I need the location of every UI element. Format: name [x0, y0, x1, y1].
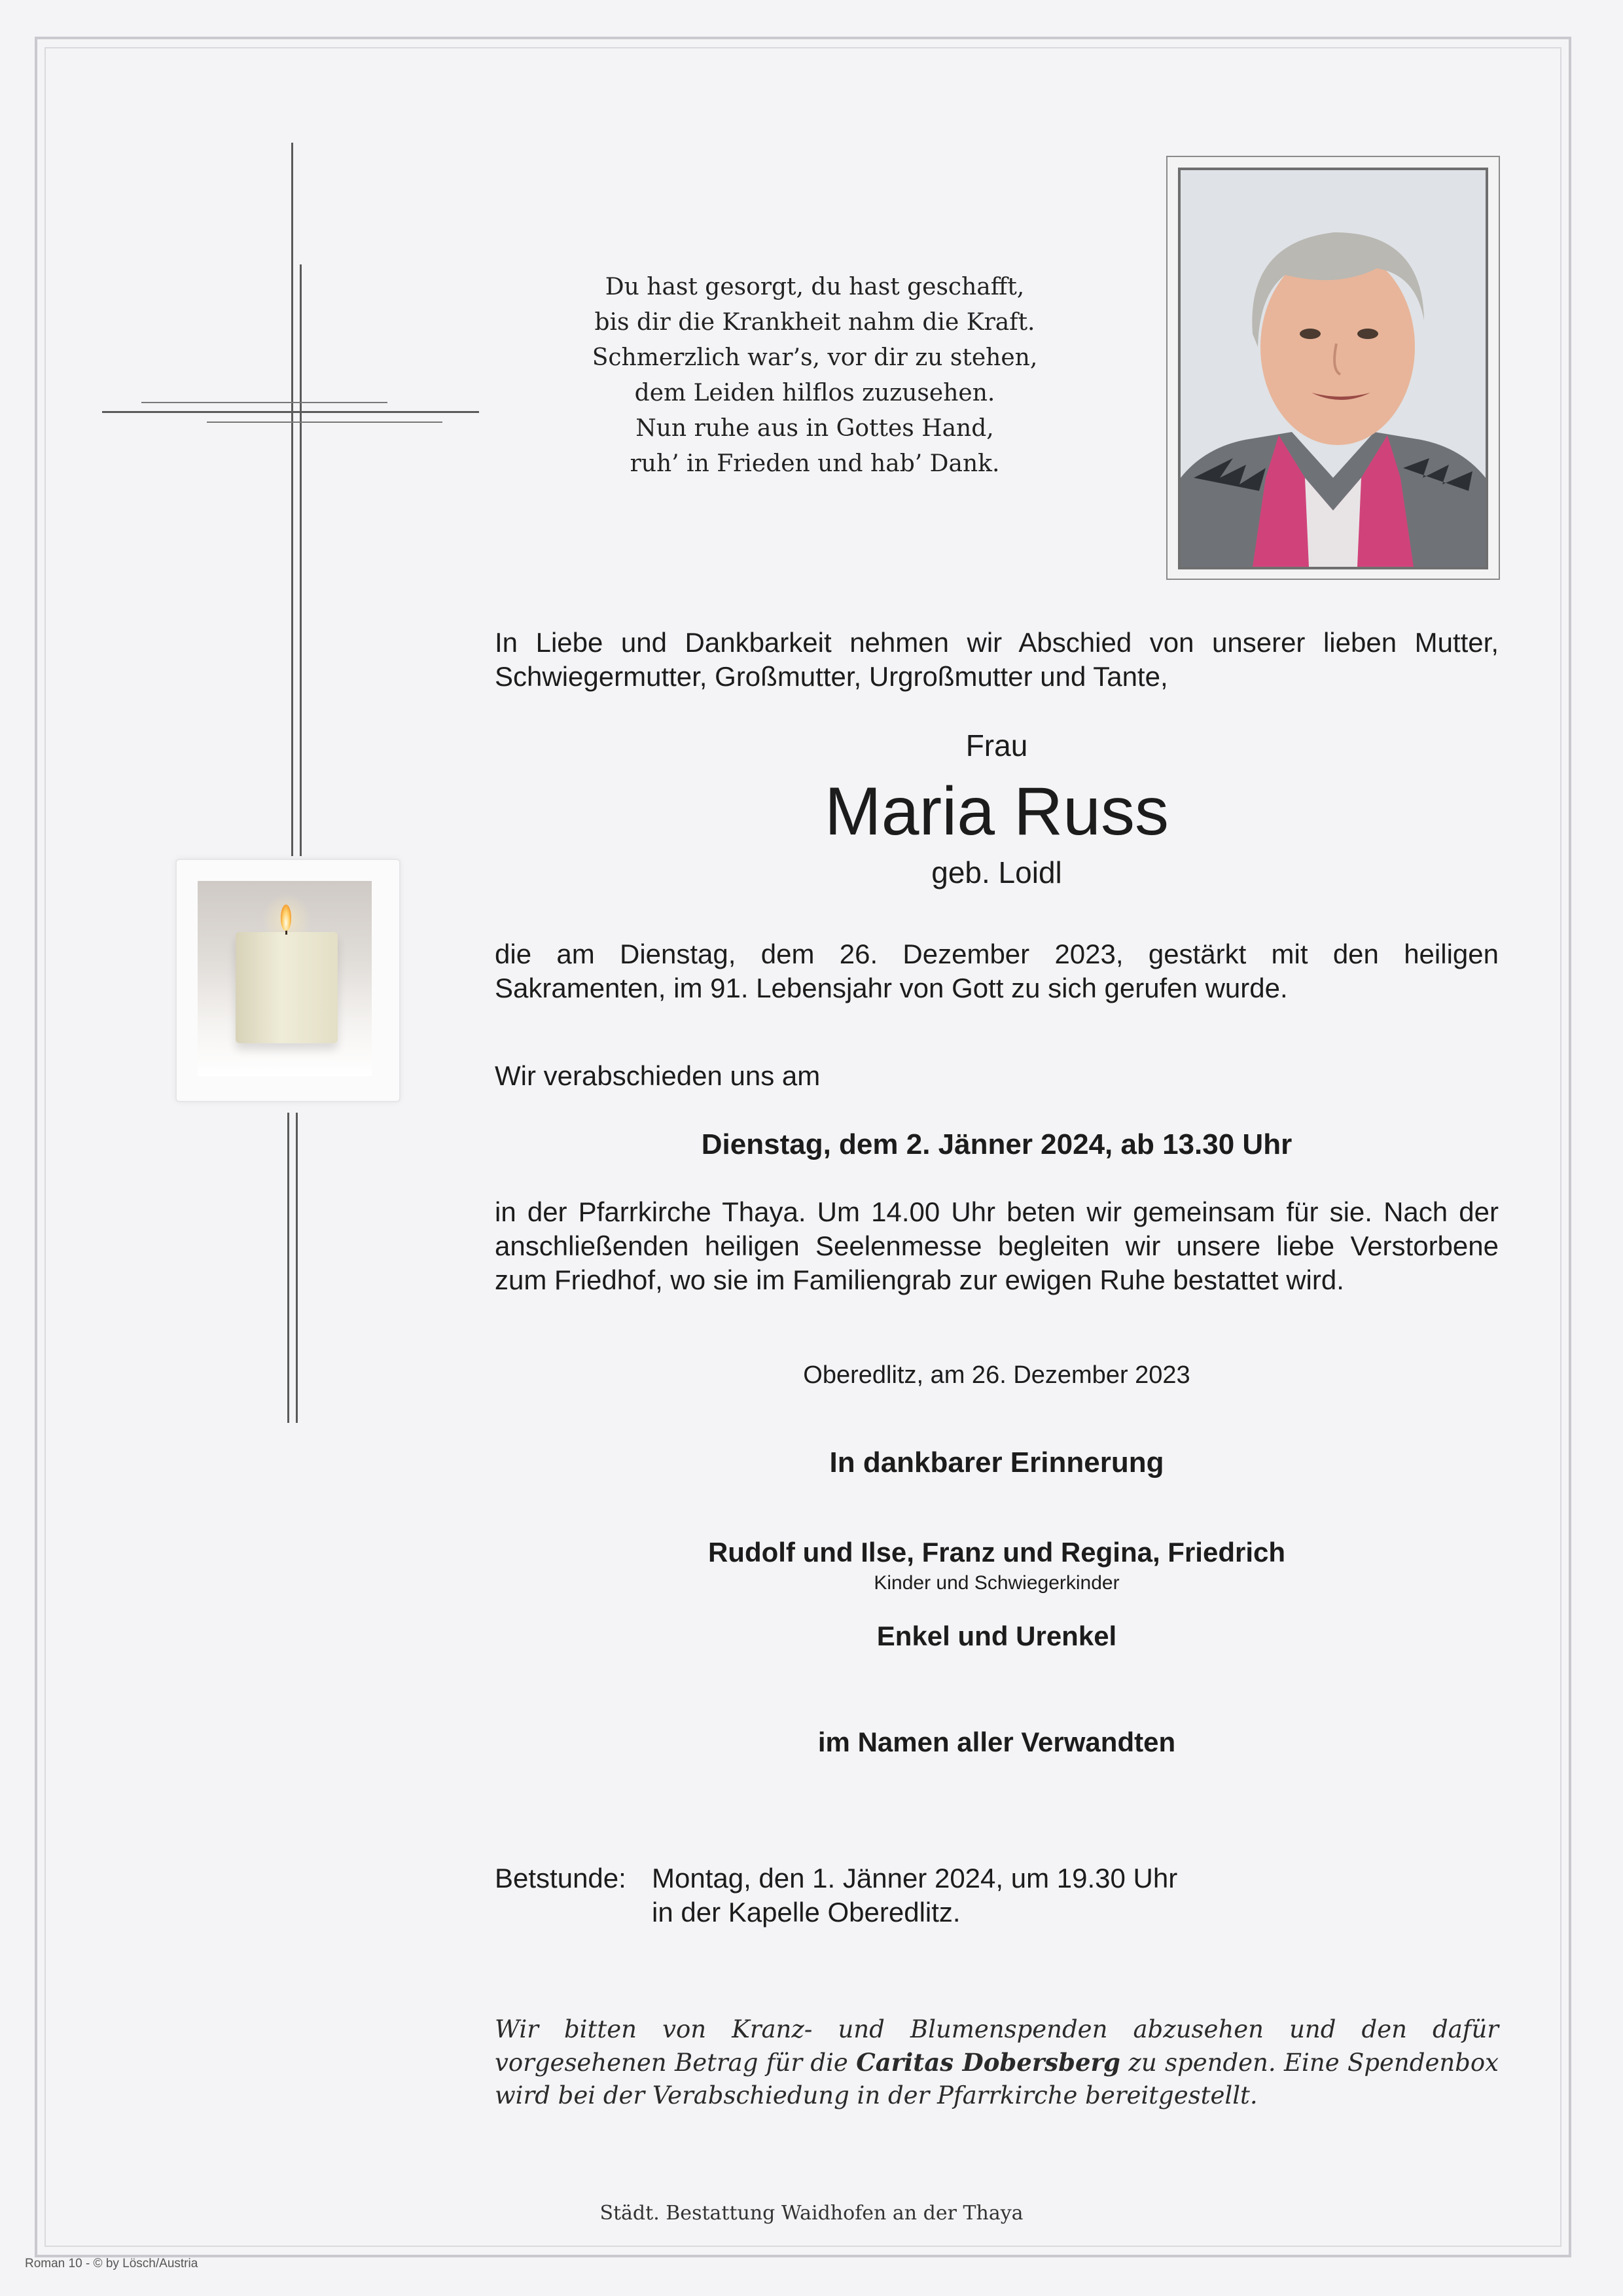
ceremony-text: in der Pfarrkirche Thaya. Um 14.00 Uhr beten wir gemeinsam für sie. Nach der anschließenden heiligen Seelenmesse begleiten wir unsere liebe Verstorbene zum Friedhof, wo sie im Familiengrab zur ewigen Ruhe bestattet wird. — [495, 1196, 1499, 1295]
children-names: Rudolf und Ilse, Franz und Regina, Friedrich — [707, 1537, 1286, 1568]
farewell-intro: Wir verabschieden uns am — [495, 1060, 821, 1091]
betstunde-label: Betstunde: — [495, 1863, 626, 1893]
donation-text-before: Wir bitten von Kranz- und Blumenspenden abzusehen und den dafür vorgesehenen Betrag für die — [495, 2015, 1499, 2077]
copyright-note: Roman 10 - © by Lösch/Austria — [25, 2257, 198, 2270]
poem-line: dem Leiden hilflos zuzusehen. — [634, 380, 995, 406]
poem-line: ruh’ in Frieden und hab’ Dank. — [630, 450, 1000, 477]
poem-line: Schmerzlich war’s, vor dir zu stehen, — [592, 344, 1038, 371]
poem-line: Du hast gesorgt, du hast geschafft, — [605, 274, 1025, 300]
deceased-name: Maria Russ — [825, 774, 1169, 850]
intro-text: In Liebe und Dankbarkeit nehmen wir Abschied von unserer lieben Mutter, Schwiegermutter, Großmutter, Urgroßmutter und Tante, — [495, 627, 1499, 692]
donation-text-after: zu spenden. Eine Spendenbox wird bei der Verabschiedung in der Pfarrkirche bereitgestellt. — [495, 2049, 1499, 2109]
poem-line: bis dir die Krankheit nahm die Kraft. — [594, 309, 1035, 336]
farewell-date: Dienstag, dem 2. Jänner 2024, ab 13.30 Uhr — [701, 1128, 1293, 1160]
closing-heading: In dankbarer Erinnerung — [829, 1446, 1164, 1479]
relatives: im Namen aller Verwandten — [817, 1727, 1176, 1757]
place-date: Oberedlitz, am 26. Dezember 2023 — [803, 1361, 1190, 1389]
poem — [556, 270, 1073, 482]
children-label: Kinder und Schwiegerkinder — [874, 1572, 1120, 1594]
portrait-photo — [1178, 168, 1488, 569]
death-notice: die am Dienstag, dem 26. Dezember 2023, gestärkt mit den heiligen Sakramenten, im 91. Lebensjahr von Gott zu sich gerufen wurde. — [495, 939, 1499, 1003]
betstunde-place: in der Kapelle Oberedlitz. — [652, 1897, 961, 1928]
betstunde-time: Montag, den 1. Jänner 2024, um 19.30 Uhr — [652, 1863, 1178, 1893]
funeral-home: Städt. Bestattung Waidhofen an der Thaya — [599, 2202, 1024, 2225]
salutation: Frau — [965, 728, 1028, 762]
grandchildren: Enkel und Urenkel — [876, 1621, 1117, 1651]
maiden-name: geb. Loidl — [931, 855, 1062, 889]
poem-line: Nun ruhe aus in Gottes Hand, — [635, 415, 994, 442]
candle-image — [198, 881, 372, 1076]
donation-request — [495, 2013, 1499, 2112]
charity-name: Caritas Dobersberg — [856, 2048, 1120, 2077]
